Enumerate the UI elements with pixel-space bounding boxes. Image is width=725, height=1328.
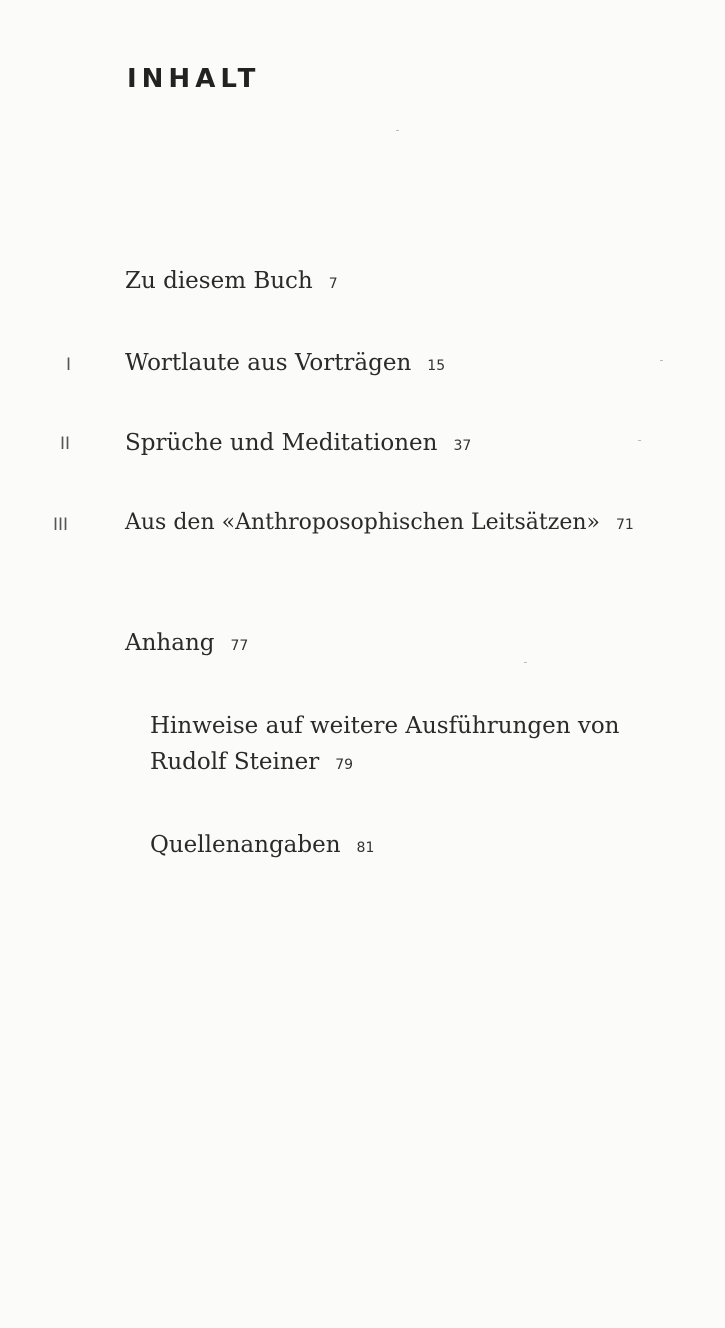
scan-speck (638, 440, 641, 441)
toc-entry-title-continued: Rudolf Steiner (150, 749, 320, 775)
scan-speck (524, 662, 527, 663)
toc-entry-section-2 (125, 430, 471, 456)
section-numeral: II (60, 434, 71, 454)
toc-entry-page: 81 (356, 840, 375, 856)
toc-entry-title: Hinweise auf weitere Ausführungen von (150, 713, 620, 739)
toc-entry-page: 79 (335, 757, 354, 773)
toc-entry-title: Sprüche und Meditationen (125, 430, 438, 456)
toc-entry-appendix (125, 630, 248, 656)
scan-speck (660, 360, 663, 361)
toc-entry-title: Anhang (125, 630, 215, 656)
toc-entry-page: 77 (230, 638, 249, 654)
toc-entry-preface (125, 268, 338, 294)
toc-entry-page: 71 (616, 517, 634, 533)
toc-entry-title: Quellenangaben (150, 832, 341, 858)
toc-subentry-references (150, 713, 619, 775)
page-title: INHALT (127, 64, 261, 94)
toc-subentry-sources (150, 832, 374, 858)
toc-entry-section-3 (125, 510, 634, 535)
section-numeral: III (53, 515, 69, 535)
section-numeral: I (66, 355, 72, 375)
toc-entry-page: 15 (427, 358, 446, 374)
toc-entry-title: Zu diesem Buch (125, 268, 313, 294)
toc-entry-page: 7 (328, 276, 338, 292)
toc-entry-title: Aus den «Anthroposophischen Leitsätzen» (125, 510, 600, 535)
toc-entry-page: 37 (453, 438, 472, 454)
toc-entry-title: Wortlaute aus Vorträgen (125, 350, 412, 376)
scan-speck (396, 130, 399, 131)
toc-entry-section-1 (125, 350, 445, 376)
